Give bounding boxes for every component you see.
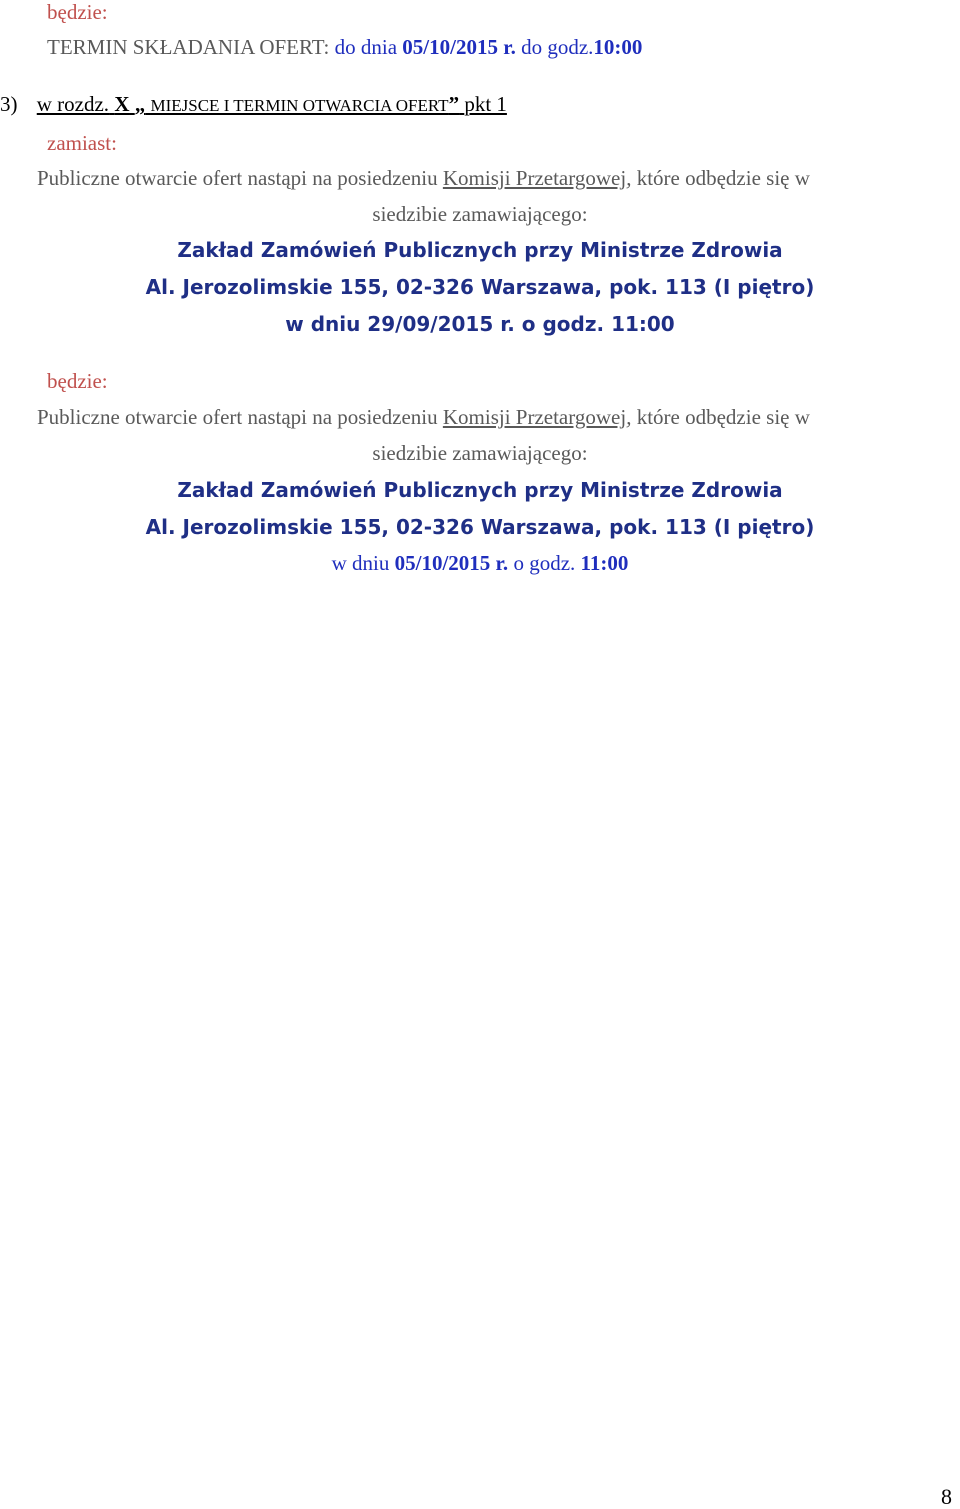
deadline-until-hour: do godz.: [521, 35, 594, 59]
section-roman: X: [114, 92, 130, 116]
section-point: pkt 1: [464, 92, 507, 116]
will-be-hour-text: o godz.: [513, 551, 576, 575]
instead-date-line: [0, 311, 960, 337]
deadline-date: 05/10/2015 r.: [402, 35, 516, 59]
will-be-text-after-link: , które odbędzie się w: [626, 405, 810, 429]
instead-seat-line: siedzibie zamawiającego:: [372, 202, 588, 226]
will-be-committee-link[interactable]: Komisji Przetargowej: [442, 405, 627, 429]
open-quote: „: [134, 92, 146, 116]
will-be-date-line: [0, 550, 960, 576]
will-be-paragraph-line-1: [37, 404, 810, 430]
will-be-label-2: będzie:: [47, 369, 108, 393]
deadline-line: [47, 34, 642, 60]
will-be-day-prefix: w dniu: [331, 551, 390, 575]
will-be-address-floor: (I piętro): [713, 515, 815, 539]
instead-address-room: 113: [665, 275, 707, 299]
instead-institution: Zakład Zamówień Publicznych przy Ministrze Zdrowia: [177, 238, 783, 262]
section-3-heading: [0, 91, 507, 119]
instead-day-text: w dniu 29/09/2015 r. o godz.: [285, 312, 605, 336]
instead-paragraph-line-1: [37, 165, 810, 191]
will-be-date: 05/10/2015 r.: [394, 551, 509, 575]
deadline-until: do dnia: [334, 35, 398, 59]
instead-address-main: Al. Jerozolimskie 155, 02-326 Warszawa, pok.: [145, 275, 659, 299]
will-be-text-before-link: Publiczne otwarcie ofert nastąpi na posiedzeniu: [37, 405, 438, 429]
will-be-address: [0, 514, 960, 540]
instead-time: 11:00: [611, 312, 675, 336]
will-be-institution: Zakład Zamówień Publicznych przy Ministrze Zdrowia: [177, 478, 783, 502]
deadline-time: 10:00: [593, 35, 643, 59]
section-number: 3): [0, 92, 18, 116]
will-be-seat-line: siedzibie zamawiającego:: [372, 441, 588, 465]
will-be-label: będzie:: [47, 0, 108, 24]
instead-text-after-link: , które odbędzie się w: [626, 166, 810, 190]
instead-committee-link[interactable]: Komisji Przetargowej: [442, 166, 627, 190]
deadline-label: TERMIN SKŁADANIA OFERT:: [47, 35, 330, 59]
close-quote: ”: [448, 92, 460, 116]
instead-label: zamiast:: [47, 131, 117, 155]
instead-address-floor: (I piętro): [713, 275, 815, 299]
page-number: 8: [941, 1484, 952, 1509]
will-be-time: 11:00: [580, 551, 629, 575]
section-heading-underlined: [37, 92, 507, 116]
will-be-address-room: 113: [665, 515, 707, 539]
section-prefix: w rozdz.: [36, 92, 110, 116]
will-be-address-main: Al. Jerozolimskie 155, 02-326 Warszawa, pok.: [145, 515, 659, 539]
instead-address: [0, 274, 960, 300]
section-title: MIEJSCE I TERMIN OTWARCIA OFERT: [150, 96, 449, 115]
instead-text-before-link: Publiczne otwarcie ofert nastąpi na posiedzeniu: [37, 166, 438, 190]
